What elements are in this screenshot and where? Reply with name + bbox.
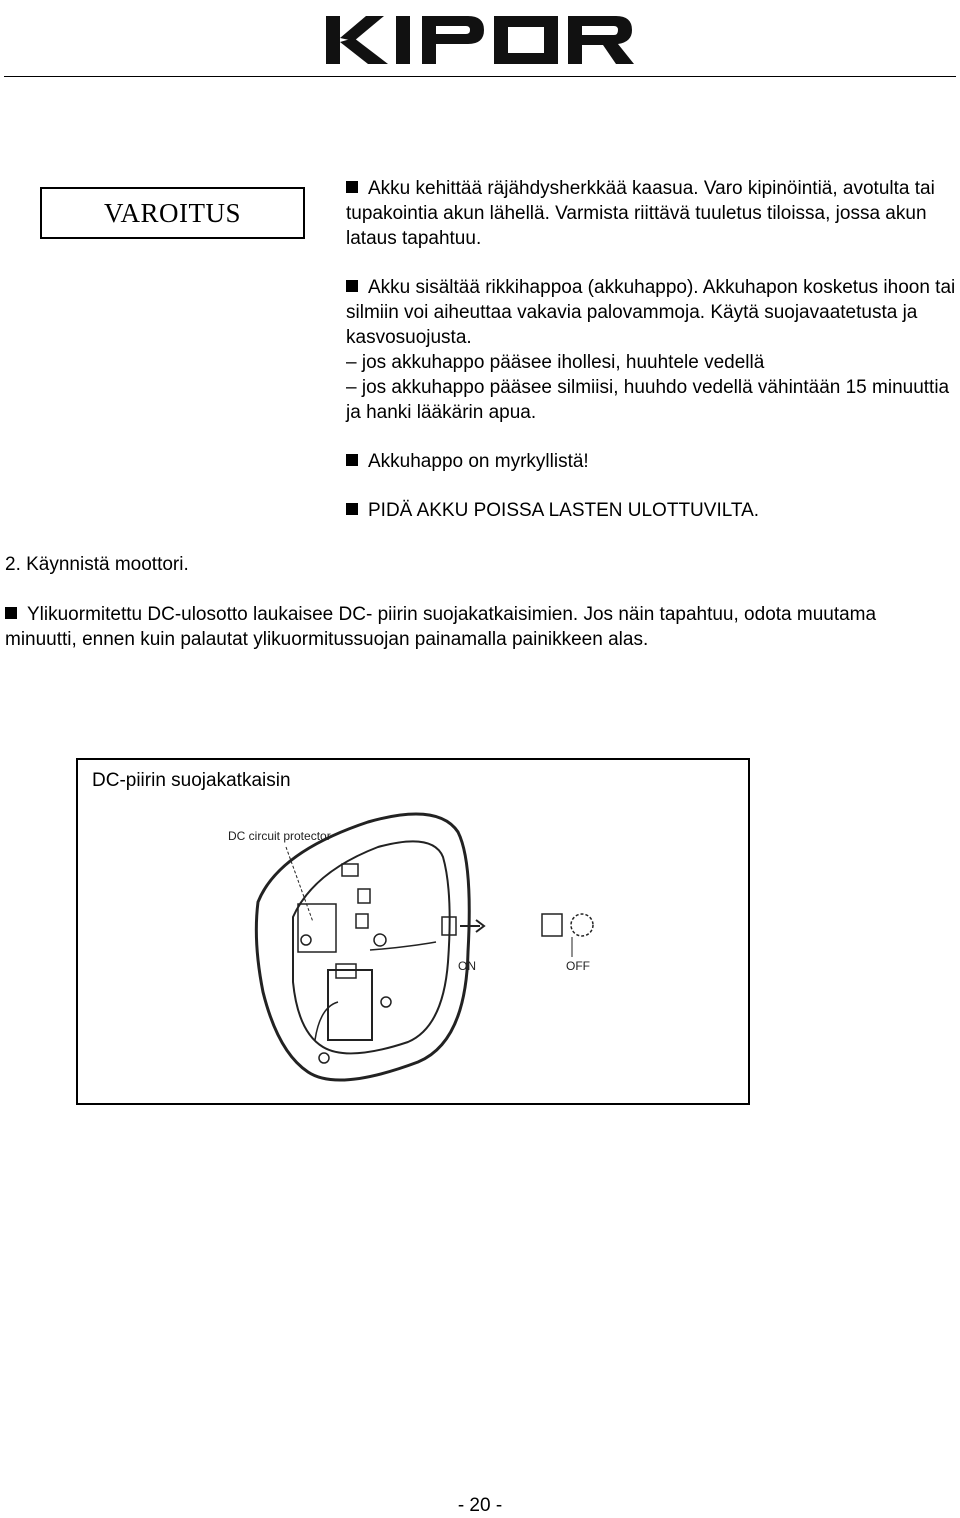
square-bullet-icon	[5, 607, 17, 619]
figure-box	[76, 758, 750, 1105]
square-bullet-icon	[346, 280, 358, 292]
warning-paragraph: Akkuhappo on myrkyllistä!	[346, 449, 956, 474]
header-rule	[4, 76, 956, 77]
dc-circuit-protector-label: DC circuit protector	[228, 829, 331, 843]
square-bullet-icon	[346, 454, 358, 466]
warning-paragraph: Akku sisältää rikkihappoa (akkuhappo). Akkuhapon kosketus ihoon tai silmiin voi aiheuttaa vakavia palovammoja. Käytä suojavaatetusta ja kasvosuojusta. – jos akkuhappo pääsee ihollesi, huuhtele vedellä – jos akkuhappo pääsee silmiisi, huuhdo vedellä vähintään 15 minuuttia ja hanki lääkärin apua.	[346, 277, 956, 423]
on-label: ON	[458, 959, 476, 973]
off-label: OFF	[566, 959, 590, 973]
kipor-logo	[318, 8, 640, 70]
dc-protector-illustration	[218, 792, 618, 1092]
square-bullet-icon	[346, 503, 358, 515]
warning-label: VAROITUS	[103, 197, 242, 228]
warning-paragraph: Akku kehittää räjähdysherkkää kaasua. Varo kipinöintiä, avotulta tai tupakointia akun lähellä. Varmista riittävä tuuletus tiloissa, jossa akun lataus tapahtuu.	[346, 178, 935, 249]
square-bullet-icon	[346, 181, 358, 193]
warning-text	[346, 176, 956, 547]
page-number: - 20 -	[457, 1495, 503, 1516]
overload-note: Ylikuormitettu DC-ulosotto laukaisee DC- piirin suojakatkaisimien. Jos näin tapahtuu, odota muutama minuutti, ennen kuin palautat ylikuormitussuojan painamalla painikkeen alas.	[5, 604, 877, 650]
warning-paragraph: PIDÄ AKKU POISSA LASTEN ULOTTUVILTA.	[346, 498, 956, 523]
step-heading: 2. Käynnistä moottori.	[5, 554, 189, 575]
figure-caption: DC-piirin suojakatkaisin	[92, 770, 291, 791]
warning-label-box	[40, 187, 305, 239]
